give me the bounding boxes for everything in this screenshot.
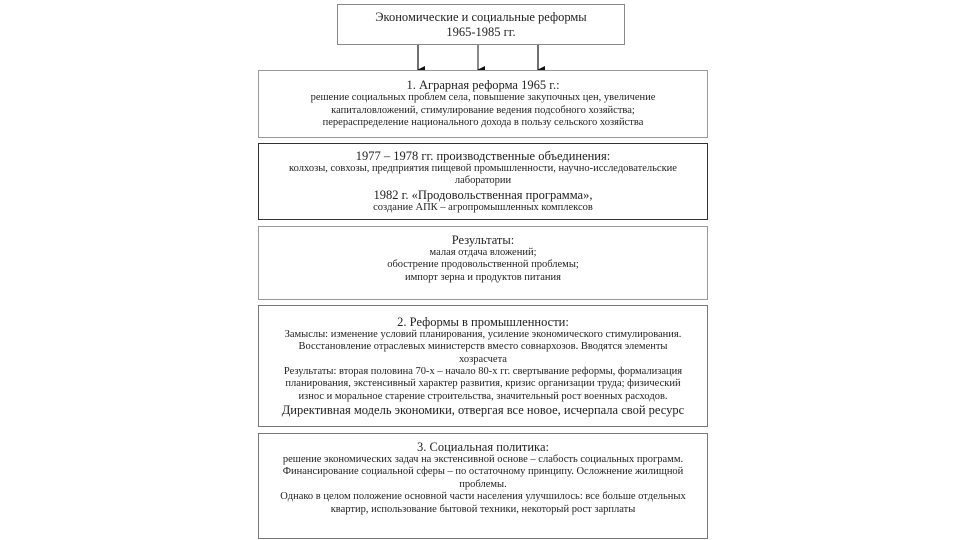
associations-box: [258, 143, 708, 220]
industry-heading: 2. Реформы в промышленности:: [397, 314, 569, 329]
text-line: колхозы, совхозы, предприятия пищевой промышленности, научно-исследовательские: [289, 162, 677, 174]
title-box: [337, 4, 625, 45]
text-line: обострение продовольственной проблемы;: [387, 259, 579, 271]
text-line: импорт зерна и продуктов питания: [404, 271, 561, 283]
text-line: капиталовложений, стимулирование ведения подсобного хозяйства;: [331, 104, 635, 116]
text-line: проблемы.: [459, 478, 507, 490]
text-line: Восстановление отраслевых министерств вместо совнархозов. Вводятся элементы: [298, 341, 668, 353]
text-line: решение экономических задач на экстенсивной основе – слабость социальных программ.: [282, 454, 684, 465]
text-line: хозрасчета: [459, 353, 507, 365]
text-line: Результаты: вторая половина 70-х – начало 80-х гг. свертывание реформы, формализация: [283, 366, 683, 377]
text-line: квартир, использование бытовой техники, некоторый рост зарплаты: [330, 503, 636, 515]
industry-reform-box: [258, 305, 708, 427]
title-line: Экономические и социальные реформы: [375, 9, 587, 24]
text-line: износ и моральное старение строительства, значительный рост военных расходов.: [298, 390, 668, 402]
social-heading: 3. Социальная политика:: [417, 440, 549, 454]
results-box: [258, 226, 708, 300]
social-policy-box: [258, 433, 708, 539]
text-line: малая отдача вложений;: [429, 247, 537, 258]
text-line: Однако в целом положение основной части населения улучшилось: все больше отдельных: [280, 491, 686, 503]
results-heading: Результаты:: [451, 233, 515, 247]
text-line: решение социальных проблем села, повышение закупочных цен, увеличение: [310, 92, 656, 104]
agrarian-heading: 1. Аграрная реформа 1965 г.:: [406, 78, 560, 93]
text-line: создание АПК – агропромышленных комплексов: [373, 201, 593, 213]
text-line: Замыслы: изменение условий планирования, усиление экономического стимулирования.: [284, 328, 682, 340]
food-program-heading: 1982 г. «Продовольственная программа»,: [373, 187, 593, 202]
agrarian-reform-box: [258, 70, 708, 138]
associations-heading: 1977 – 1978 гг. производственные объединения:: [355, 148, 611, 163]
text-line: перераспределение национального дохода в пользу сельского хозяйства: [322, 117, 644, 129]
title-line: 1965-1985 гг.: [446, 24, 516, 39]
text-line: планирования, экстенсивный характер развития, кризис организации труда; физический: [285, 378, 681, 390]
text-line: Финансирование социальной сферы – по остаточному принципу. Осложнение жилищной: [282, 466, 684, 478]
text-line: лаборатории: [454, 175, 512, 187]
industry-conclusion: Директивная модель экономики, отвергая все новое, исчерпала свой ресурс: [281, 403, 685, 418]
